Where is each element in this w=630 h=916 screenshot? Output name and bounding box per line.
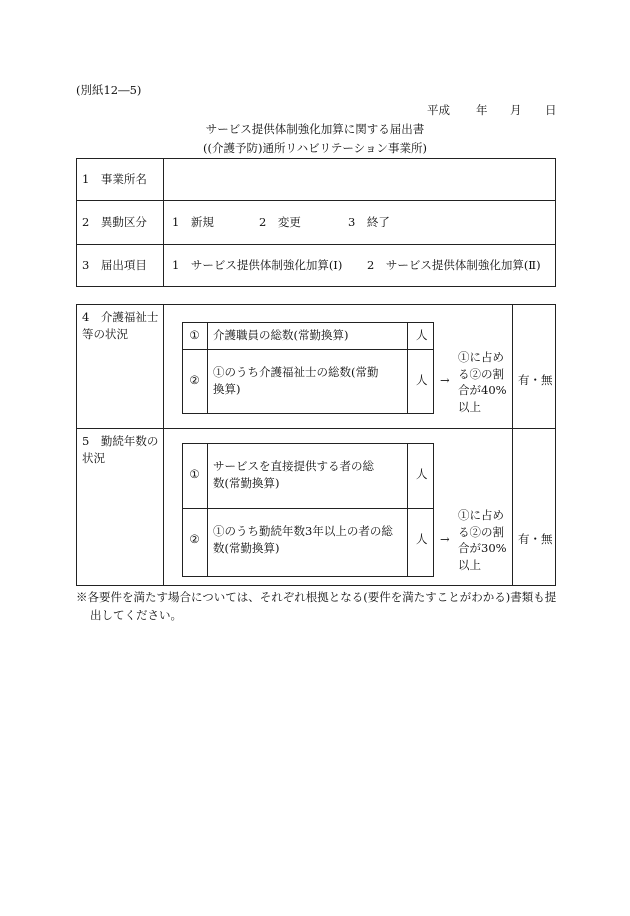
section-5-item-1-unit[interactable]: 人 bbox=[416, 467, 428, 481]
table-2-check-divider bbox=[512, 304, 513, 586]
section-5-check[interactable]: 有・無 bbox=[518, 532, 553, 546]
section-4-item-1-num: ① bbox=[189, 328, 200, 342]
section-4-item-1-unit[interactable]: 人 bbox=[416, 328, 428, 342]
section-5-label: 5 勤続年数の状況 bbox=[82, 434, 159, 465]
option-addition-2[interactable]: 2 サービス提供体制強化加算(Ⅱ) bbox=[367, 258, 541, 272]
section-5-num-divider bbox=[207, 443, 208, 577]
footnote: ※各要件を満たす場合については、それぞれ根拠となる(要件を満たすことがわかる)書類も提出してください。 bbox=[76, 590, 557, 622]
section-4-inner-rule bbox=[182, 349, 434, 350]
title-line-1: サービス提供体制強化加算に関する届出書 bbox=[205, 122, 425, 136]
section-4-item-2-num: ② bbox=[189, 373, 200, 387]
date-day: 日 bbox=[545, 103, 557, 117]
section-5-item-2-unit[interactable]: 人 bbox=[416, 532, 428, 546]
date-year: 年 bbox=[476, 103, 488, 117]
section-4-item-1-text: 介護職員の総数(常勤換算) bbox=[213, 328, 349, 342]
option-addition-1[interactable]: 1 サービス提供体制強化加算(Ⅰ) bbox=[172, 258, 343, 272]
table-2-label-divider bbox=[163, 304, 164, 586]
section-4-item-2-text: ①のうち介護福祉士の総数(常勤換算) bbox=[213, 365, 379, 396]
section-4-num-divider bbox=[207, 322, 208, 414]
table-1-rule-1 bbox=[76, 200, 556, 201]
section-5-item-2-text: ①のうち勤続年数3年以上の者の総数(常勤換算) bbox=[213, 524, 393, 555]
section-4-label: 4 介護福祉士等の状況 bbox=[82, 310, 159, 341]
date-era: 平成 bbox=[427, 103, 450, 117]
date-month: 月 bbox=[510, 103, 522, 117]
section-5-arrow: → bbox=[440, 532, 450, 546]
title-line-2: ((介護予防)通所リハビリテーション事業所) bbox=[203, 141, 427, 155]
row-office-name-label: 1 事業所名 bbox=[82, 172, 147, 186]
section-5-inner-rule bbox=[182, 508, 434, 509]
section-4-check[interactable]: 有・無 bbox=[518, 373, 553, 387]
option-end[interactable]: 3 終了 bbox=[348, 215, 390, 229]
row-change-type-label: 2 異動区分 bbox=[82, 215, 147, 229]
section-5-ratio: ①に占める②の割合が30%以上 bbox=[458, 508, 507, 573]
section-5-unit-divider bbox=[407, 443, 408, 577]
section-5-item-1-num: ① bbox=[189, 467, 200, 481]
section-5-item-1-text: サービスを直接提供する者の総数(常勤換算) bbox=[213, 459, 374, 490]
form-number: (別紙12―5) bbox=[76, 83, 142, 97]
option-new[interactable]: 1 新規 bbox=[172, 215, 214, 229]
row-notification-item-label: 3 届出項目 bbox=[82, 258, 147, 272]
table-1-divider bbox=[163, 158, 164, 287]
section-4-item-2-unit[interactable]: 人 bbox=[416, 373, 428, 387]
section-4-ratio: ①に占める②の割合が40%以上 bbox=[458, 350, 507, 415]
table-1-rule-2 bbox=[76, 244, 556, 245]
section-5-item-2-num: ② bbox=[189, 532, 200, 546]
section-4-unit-divider bbox=[407, 322, 408, 414]
table-2-section-rule bbox=[76, 428, 556, 429]
section-4-arrow: → bbox=[440, 373, 450, 387]
option-change[interactable]: 2 変更 bbox=[259, 215, 301, 229]
